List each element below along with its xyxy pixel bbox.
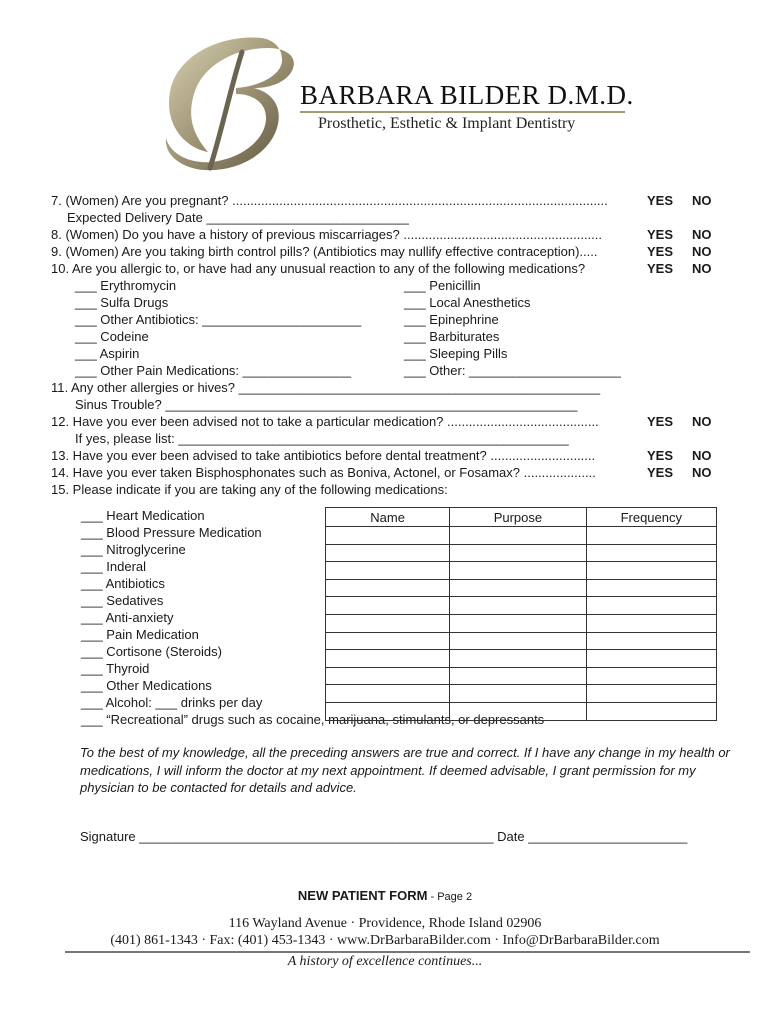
medication-option[interactable]: ___ Antibiotics [81,576,165,591]
q10-no-option[interactable]: NO [692,261,712,276]
question-9: 9. (Women) Are you taking birth control pills? (Antibiotics may nullify effective contraception)..... [51,244,598,259]
medication-option[interactable]: ___ Blood Pressure Medication [81,525,262,540]
medication-option[interactable]: ___ Pain Medication [81,627,199,642]
allergy-option[interactable]: ___ Other Antibiotics: ______________________ [75,312,362,327]
allergy-option[interactable]: ___ Erythromycin [75,278,177,293]
table-cell[interactable] [450,579,586,597]
q12-no-option[interactable]: NO [692,414,712,429]
allergy-option[interactable]: ___ Sulfa Drugs [75,295,169,310]
table-row [326,667,717,685]
q13-no-option[interactable]: NO [692,448,712,463]
table-header-row [326,508,717,527]
footer-divider [65,951,750,953]
table-cell[interactable] [450,527,586,545]
table-row [326,597,717,615]
sinus-trouble-field[interactable]: Sinus Trouble? _________________________________________________________ [75,397,578,412]
table-cell[interactable] [326,667,450,685]
table-cell[interactable] [450,702,586,720]
table-cell[interactable] [586,579,716,597]
table-cell[interactable] [586,685,716,703]
table-cell[interactable] [326,632,450,650]
question-8: 8. (Women) Do you have a history of previous miscarriages? ....................................................... [51,227,603,242]
table-cell[interactable] [326,702,450,720]
medication-option[interactable]: ___ Nitroglycerine [81,542,186,557]
table-row [326,632,717,650]
question-13: 13. Have you ever been advised to take antibiotics before dental treatment? ............................. [51,448,596,463]
table-cell[interactable] [326,650,450,668]
table-cell[interactable] [586,614,716,632]
q13-yes-option[interactable]: YES [647,448,674,463]
allergy-option[interactable]: ___ Local Anesthetics [404,295,531,310]
footer-address: 116 Wayland Avenue · Providence, Rhode Island 02906 [228,916,542,931]
column-header-frequency: Frequency [586,508,716,527]
footer-tagline: A history of excellence continues... [287,954,483,969]
medication-option[interactable]: ___ Thyroid [81,661,150,676]
question-10: 10. Are you allergic to, or have had any unusual reaction to any of the following medications? [51,261,586,276]
table-cell[interactable] [586,702,716,720]
q9-no-option[interactable]: NO [692,244,712,259]
table-row [326,562,717,580]
q7-yes-option[interactable]: YES [647,193,674,208]
table-cell[interactable] [326,562,450,580]
q10-yes-option[interactable]: YES [647,261,674,276]
table-cell[interactable] [450,614,586,632]
allergy-option[interactable]: ___ Penicillin [404,278,481,293]
table-cell[interactable] [326,527,450,545]
allergy-option[interactable]: ___ Other Pain Medications: _______________ [75,363,352,378]
medication-option[interactable]: ___ Sedatives [81,593,164,608]
q14-no-option[interactable]: NO [692,465,712,480]
table-cell[interactable] [326,614,450,632]
question-11[interactable]: 11. Any other allergies or hives? __________________________________________________ [51,380,601,395]
medication-option[interactable]: ___ Anti-anxiety [81,610,174,625]
table-cell[interactable] [450,597,586,615]
medication-list-field[interactable]: If yes, please list: ______________________________________________________ [75,431,569,446]
question-14: 14. Have you ever taken Bisphosphonates such as Boniva, Actonel, or Fosamax? .................... [51,465,596,480]
table-cell[interactable] [450,667,586,685]
q8-yes-option[interactable]: YES [647,227,674,242]
table-cell[interactable] [450,632,586,650]
medication-option[interactable]: ___ Other Medications [81,678,212,693]
medication-option[interactable]: ___ Alcohol: ___ drinks per day [81,695,263,710]
table-cell[interactable] [586,667,716,685]
question-12: 12. Have you ever been advised not to take a particular medication? .......................................... [51,414,599,429]
table-row [326,702,717,720]
logo-b-icon [150,30,310,180]
allergy-option[interactable]: ___ Codeine [75,329,149,344]
form-title [0,888,770,903]
page-number: - Page 2 [427,891,473,903]
column-header-purpose: Purpose [450,508,586,527]
table-row [326,685,717,703]
allergy-option[interactable]: ___ Aspirin [75,346,140,361]
table-cell[interactable] [586,650,716,668]
medication-table [325,507,717,721]
q7-no-option[interactable]: NO [692,193,712,208]
attestation-statement: To the best of my knowledge, all the preceding answers are true and correct. If I have any change in my health or medications, I will inform the doctor at my next appointment. If deemed advisable, I grant permission for my physician to be contacted for details and advice. [80,745,730,795]
q8-no-option[interactable]: NO [692,227,712,242]
medication-option[interactable]: ___ Heart Medication [81,508,205,523]
form-name: NEW PATIENT FORM [297,888,428,903]
table-row [326,527,717,545]
allergy-option[interactable]: ___ Barbiturates [404,329,500,344]
table-cell[interactable] [326,579,450,597]
table-cell[interactable] [586,562,716,580]
column-header-name: Name [326,508,450,527]
signature-date-line[interactable]: Signature _________________________________________________ Date ______________________ [80,829,688,844]
medication-option[interactable]: ___ Cortisone (Steroids) [81,644,222,659]
table-cell[interactable] [450,562,586,580]
header-divider [300,111,625,113]
table-cell[interactable] [586,632,716,650]
footer-contact: (401) 861-1343 · Fax: (401) 453-1343 · www.DrBarbaraBilder.com · Info@DrBarbaraBilder.com [110,933,660,948]
allergy-option[interactable]: ___ Sleeping Pills [404,346,508,361]
practice-tagline: Prosthetic, Esthetic & Implant Dentistry [318,115,576,132]
table-row [326,579,717,597]
table-cell[interactable] [450,685,586,703]
q14-yes-option[interactable]: YES [647,465,674,480]
q9-yes-option[interactable]: YES [647,244,674,259]
table-cell[interactable] [586,544,716,562]
question-7: 7. (Women) Are you pregnant? ........................................................................................................ [51,193,608,208]
table-cell[interactable] [586,597,716,615]
table-cell[interactable] [450,650,586,668]
allergy-option[interactable]: ___ Other: _____________________ [404,363,621,378]
table-cell[interactable] [586,527,716,545]
medication-option[interactable]: ___ Inderal [81,559,147,574]
table-cell[interactable] [326,544,450,562]
question-15: 15. Please indicate if you are taking any of the following medications: [51,482,448,497]
practice-name: BARBARA BILDER D.M.D. [300,80,634,110]
table-row [326,544,717,562]
allergy-option[interactable]: ___ Epinephrine [404,312,499,327]
table-row [326,650,717,668]
table-cell[interactable] [326,597,450,615]
table-cell[interactable] [450,544,586,562]
expected-delivery-date-field[interactable]: Expected Delivery Date ____________________________ [67,210,409,225]
table-cell[interactable] [326,685,450,703]
medication-option[interactable]: ___ “Recreational” drugs such as cocaine, marijuana, stimulants, or depressants [81,712,545,727]
table-row [326,614,717,632]
q12-yes-option[interactable]: YES [647,414,674,429]
